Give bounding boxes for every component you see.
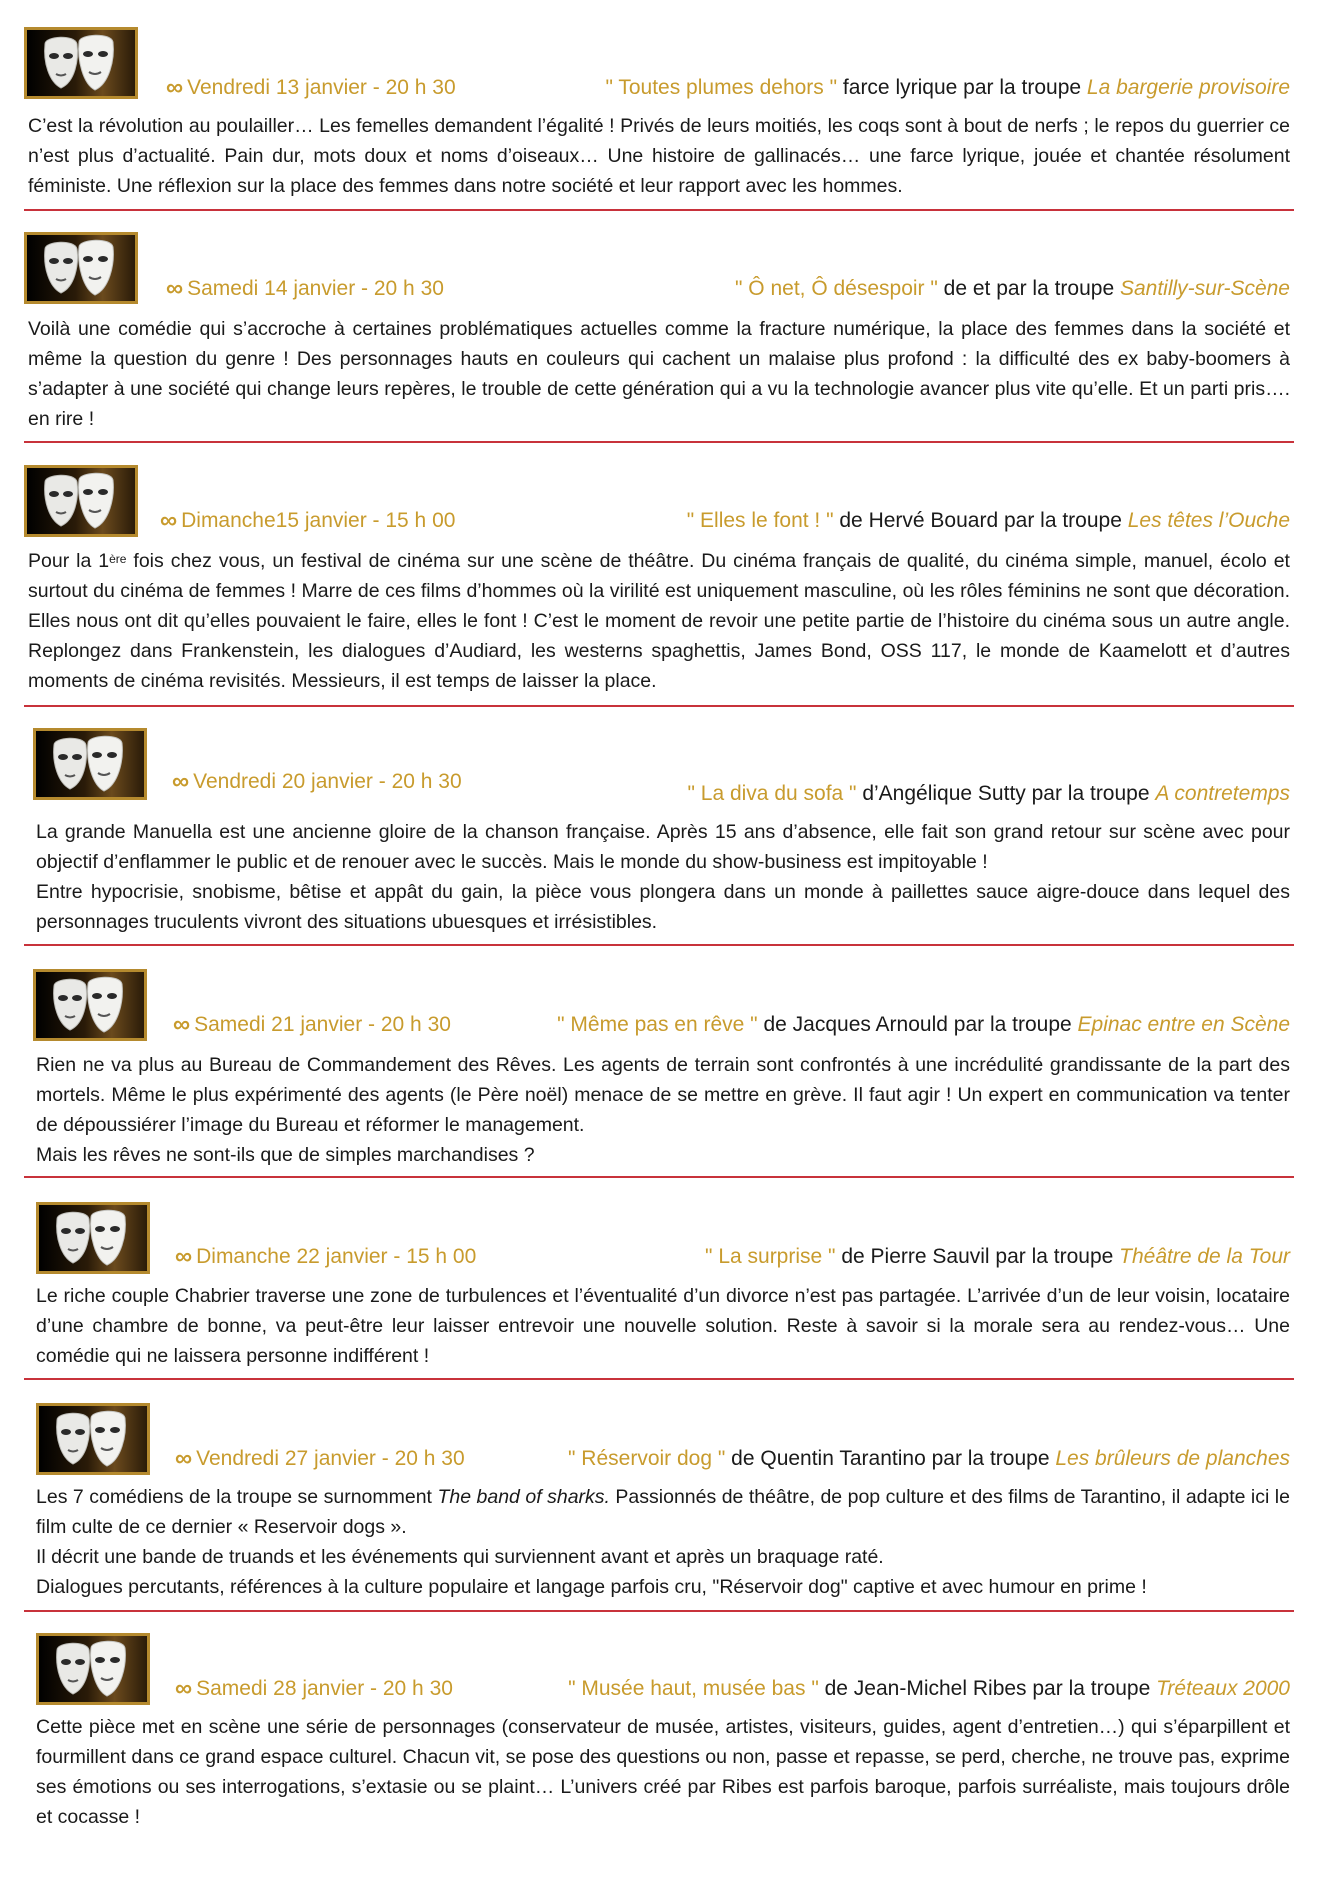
event-header bbox=[0, 1672, 1318, 1706]
event-date bbox=[175, 1240, 476, 1274]
event-description bbox=[36, 1482, 1290, 1602]
event-title-row bbox=[0, 777, 1318, 811]
event-date bbox=[160, 504, 455, 538]
paragraph-lead: Pour la 1 bbox=[28, 550, 110, 572]
event-date-text: Dimanche15 janvier - 15 h 00 bbox=[181, 509, 456, 532]
play-credit: de Quentin Tarantino par la troupe bbox=[725, 1447, 1056, 1470]
infinity-icon: ∞ bbox=[160, 507, 176, 534]
event-description bbox=[36, 1712, 1290, 1832]
event-header bbox=[0, 1008, 1318, 1042]
description-paragraph: Voilà une comédie qui s’accroche à certaines problématiques actuelles comme la fracture numérique, la place des femmes dans la société et même la question du genre ! Des personnages hauts en couleurs qui cachent un malaise plus profond : la difficulté des ex baby-boomers à s’adapter à une société qui change leurs repères, le trouble de cette génération qui a vu la technologie avancer plus vite qu’elle. Et un parti pris…. en rire ! bbox=[28, 318, 1290, 430]
troupe-name: Théâtre de la Tour bbox=[1119, 1245, 1290, 1268]
description-paragraph: Cette pièce met en scène une série de personnages (conservateur de musée, artistes, visiteurs, guides, agent d’entretien…) qui s’éparpillent et fourmillent dans ce grand espace culturel. Chacun vit, se pose des questions ou non, passe et repasse, se perd, cherche, ne trouve pas, exprime ses émotions ou ses interrogations, s’extasie ou se plaint… L’univers créé par Ribes est parfois baroque, parfois surréaliste, mais toujours drôle et cocasse ! bbox=[36, 1716, 1290, 1828]
divider bbox=[24, 1378, 1294, 1380]
divider bbox=[24, 1176, 1294, 1178]
description-paragraph: Entre hypocrisie, snobisme, bêtise et appât du gain, la pièce vous plongera dans un monde à paillettes sauce aigre-douce dans lequel des personnages truculents vivront des situations ubuesques et irrésistibles. bbox=[36, 881, 1290, 933]
play-credit: de Jacques Arnould par la troupe bbox=[757, 1013, 1078, 1036]
divider bbox=[24, 944, 1294, 946]
play-title: " Toutes plumes dehors " bbox=[605, 76, 838, 99]
event-date bbox=[166, 272, 444, 306]
event-header bbox=[0, 71, 1318, 105]
troupe-name: La bargerie provisoire bbox=[1086, 76, 1290, 99]
event-date bbox=[166, 71, 456, 105]
play-credit: de Pierre Sauvil par la troupe bbox=[835, 1245, 1120, 1268]
play-title: " La surprise " bbox=[705, 1245, 836, 1268]
description-paragraph: Mais les rêves ne sont-ils que de simples marchandises ? bbox=[36, 1144, 535, 1166]
play-title: " Même pas en rêve " bbox=[557, 1013, 758, 1036]
event-header bbox=[0, 1240, 1318, 1274]
infinity-icon: ∞ bbox=[175, 1675, 191, 1702]
description-paragraph: La grande Manuella est une ancienne gloire de la chanson française. Après 15 ans d’absence, elle fait son grand retour sur scène avec pour objectif d’enflammer le public et de renouer avec le succès. Mais le monde du show-business est impitoyable ! bbox=[36, 821, 1290, 873]
event-title-line bbox=[568, 1442, 1290, 1476]
play-credit: de et par la troupe bbox=[937, 277, 1120, 300]
infinity-icon: ∞ bbox=[175, 1445, 191, 1472]
event-description bbox=[36, 1281, 1290, 1371]
description-paragraph: C’est la révolution au poulailler… Les femelles demandent l’égalité ! Privés de leurs moitiés, les coqs sont à bout de nerfs ; le repos du guerrier ce n’est plus d’actualité. Pain dur, mots doux et noms d’oiseaux… Une histoire de gallinacés… une farce lyrique, jouée et chantée résolument féministe. Une réflexion sur la place des femmes dans notre société et leur rapport avec les hommes. bbox=[28, 115, 1290, 197]
divider bbox=[24, 1610, 1294, 1612]
play-credit: d’Angélique Sutty par la troupe bbox=[856, 782, 1156, 805]
play-title: " La diva du sofa " bbox=[687, 782, 857, 805]
event-description bbox=[28, 111, 1290, 201]
description-paragraph bbox=[36, 1482, 1290, 1542]
troupe-name: Tréteaux 2000 bbox=[1156, 1677, 1290, 1700]
divider bbox=[24, 209, 1294, 211]
event-header bbox=[0, 1442, 1318, 1476]
description-paragraph bbox=[28, 546, 1290, 696]
play-credit: farce lyrique par la troupe bbox=[837, 76, 1087, 99]
event-date-text: Vendredi 20 janvier - 20 h 30 bbox=[193, 770, 462, 793]
event-date-text: Dimanche 22 janvier - 15 h 00 bbox=[196, 1245, 477, 1268]
infinity-icon: ∞ bbox=[175, 1243, 191, 1270]
troupe-name: Epinac entre en Scène bbox=[1077, 1013, 1290, 1036]
event-title-line bbox=[687, 777, 1290, 811]
infinity-icon: ∞ bbox=[166, 275, 182, 302]
event-title-line bbox=[735, 272, 1290, 306]
play-title: " Elles le font ! " bbox=[686, 509, 834, 532]
event-date-text: Samedi 28 janvier - 20 h 30 bbox=[196, 1677, 453, 1700]
paragraph-lead: Les 7 comédiens de la troupe se surnomment bbox=[36, 1486, 438, 1508]
event-title-line bbox=[568, 1672, 1290, 1706]
divider bbox=[24, 705, 1294, 707]
event-date-text: Samedi 21 janvier - 20 h 30 bbox=[194, 1013, 451, 1036]
divider bbox=[24, 441, 1294, 443]
description-paragraph: Rien ne va plus au Bureau de Commandement des Rêves. Les agents de terrain sont confrontés à une incrédulité grandissante de la part des mortels. Même le plus expérimenté des agents (le Père noël) menace de se mettre en grève. Il faut agir ! Un expert en communication va tenter de dépoussiérer l’image du Bureau et réformer le management. bbox=[36, 1054, 1290, 1136]
event-description bbox=[36, 817, 1290, 937]
event-date-text: Samedi 14 janvier - 20 h 30 bbox=[187, 277, 444, 300]
troupe-name: Santilly-sur-Scène bbox=[1119, 277, 1290, 300]
event-header bbox=[0, 504, 1318, 538]
troupe-name: Les brûleurs de planches bbox=[1055, 1447, 1290, 1470]
event-date bbox=[175, 1442, 465, 1476]
description-paragraph: Le riche couple Chabrier traverse une zone de turbulences et l’éventualité d’un divorce n’est pas partagée. L’arrivée d’un de leur voisin, locataire d’une chambre de bonne, va peut-être leur laisser entrevoir une nouvelle solution. Reste à savoir si la morale sera au rendez-vous… Une comédie qui ne laissera personne indifférent ! bbox=[36, 1285, 1290, 1367]
nickname: The band of sharks. bbox=[437, 1486, 610, 1508]
event-date-text: Vendredi 27 janvier - 20 h 30 bbox=[196, 1447, 465, 1470]
event-header bbox=[0, 272, 1318, 306]
event-description bbox=[28, 314, 1290, 434]
event-title-line bbox=[605, 71, 1290, 105]
play-title: " Ô net, Ô désespoir " bbox=[735, 277, 938, 300]
event-date bbox=[175, 1672, 453, 1706]
infinity-icon: ∞ bbox=[172, 768, 188, 795]
play-credit: de Jean-Michel Ribes par la troupe bbox=[818, 1677, 1157, 1700]
event-title-line bbox=[557, 1008, 1290, 1042]
infinity-icon: ∞ bbox=[166, 74, 182, 101]
event-date bbox=[173, 1008, 451, 1042]
event-description bbox=[28, 546, 1290, 696]
event-title-line bbox=[687, 504, 1290, 538]
event-date-text: Vendredi 13 janvier - 20 h 30 bbox=[187, 76, 456, 99]
infinity-icon: ∞ bbox=[173, 1011, 189, 1038]
play-credit: de Hervé Bouard par la troupe bbox=[833, 509, 1128, 532]
troupe-name: A contretemps bbox=[1155, 782, 1290, 805]
superscript: ère bbox=[109, 552, 127, 566]
troupe-name: Les têtes l’Ouche bbox=[1127, 509, 1290, 532]
description-paragraph: Il décrit une bande de truands et les événements qui surviennent avant et après un braquage raté. bbox=[36, 1546, 884, 1568]
description-paragraph: Dialogues percutants, références à la culture populaire et langage parfois cru, "Réservoir dog" captive et avec humour en prime ! bbox=[36, 1576, 1147, 1598]
paragraph-body: fois chez vous, un festival de cinéma sur une scène de théâtre. Du cinéma français de qualité, du cinéma simple, manuel, écolo et surtout du cinéma de femmes ! Marre de ces films d’hommes où la virilité est uniquement masculine, où les rôles féminins ne sont que décoration. Elles nous ont dit qu’elles pouvaient le faire, elles le font ! C’est le moment de revoir une petite partie de l’histoire du cinéma sous un autre angle. Replongez dans Frankenstein, les dialogues d’Audiard, les westerns spaghettis, James Bond, OSS 117, le monde de Kaamelott et d’autres moments de cinéma revisités. Messieurs, il est temps de laisser la place. bbox=[28, 550, 1290, 692]
play-title: " Musée haut, musée bas " bbox=[568, 1677, 819, 1700]
event-title-line bbox=[705, 1240, 1290, 1274]
play-title: " Réservoir dog " bbox=[568, 1447, 726, 1470]
paragraph-body: Passionnés de théâtre, de pop culture et des films de Tarantino, il adapte ici le film culte de ce dernier « Reservoir dogs ». bbox=[36, 1486, 1290, 1538]
event-description bbox=[36, 1050, 1290, 1170]
